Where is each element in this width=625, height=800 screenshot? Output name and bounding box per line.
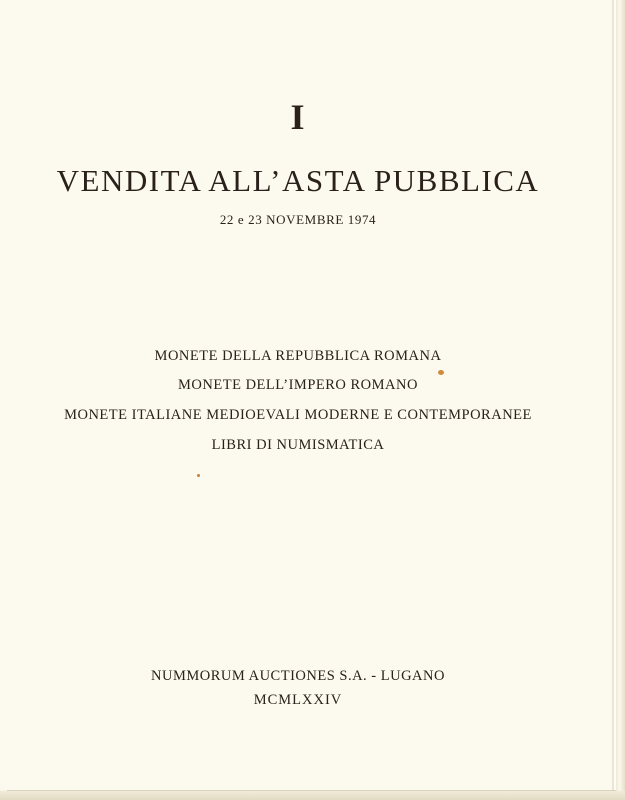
publication-year: MCMLXXIV	[253, 692, 343, 708]
contents-item-roman-empire-coins: MONETE DELL’IMPERO ROMANO	[178, 377, 418, 393]
page-right-edge	[616, 0, 625, 800]
volume-numeral: I	[290, 97, 306, 137]
publisher-line: NUMMORUM AUCTIONES S.A. - LUGANO	[151, 668, 445, 684]
page-bottom-edge	[0, 791, 625, 800]
paper-stain-mark	[438, 370, 444, 375]
paper-stain-mark-small	[197, 474, 200, 477]
auction-date: 22 e 23 NOVEMBRE 1974	[219, 212, 377, 227]
contents-item-numismatic-books: LIBRI DI NUMISMATICA	[211, 437, 385, 453]
contents-item-roman-republic-coins: MONETE DELLA REPUBBLICA ROMANA	[154, 348, 442, 364]
page-title: VENDITA ALL’ASTA PUBBLICA	[56, 163, 540, 198]
contents-item-italian-coins: MONETE ITALIANE MEDIOEVALI MODERNE E CONTEMPORANEE	[64, 407, 532, 423]
